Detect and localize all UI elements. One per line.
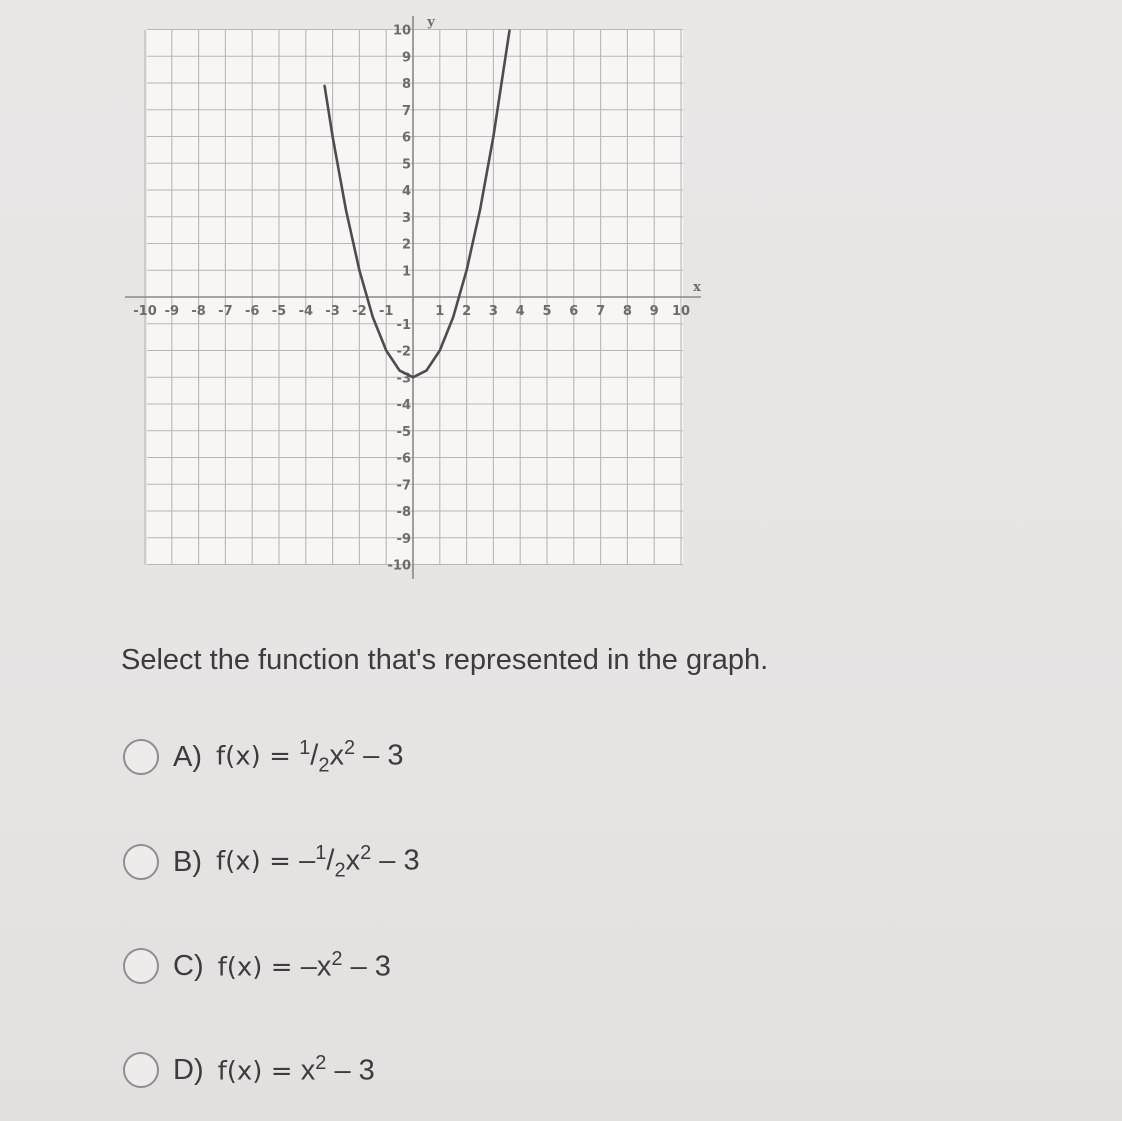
y-tick-label: 10 — [392, 23, 411, 39]
choice-d[interactable] — [123, 1048, 375, 1092]
choice-d-radio[interactable] — [123, 1052, 159, 1088]
y-tick-label: -9 — [396, 531, 411, 547]
choice-c-radio[interactable] — [123, 948, 159, 984]
choice-b-formula: $f(x) = -^1/_2x^2 - 3$ — [216, 841, 420, 882]
choice-a[interactable] — [123, 735, 403, 779]
choice-b-letter: B) — [173, 845, 202, 878]
x-tick-label: 2 — [462, 304, 472, 319]
x-tick-label: 9 — [649, 304, 659, 319]
y-tick-label: -8 — [396, 505, 411, 520]
x-tick-label: 1 — [435, 304, 445, 319]
y-tick-label: 8 — [401, 77, 411, 92]
question-text: Select the function that's represented in the graph. — [121, 644, 769, 676]
x-tick-label: -9 — [164, 304, 180, 319]
choice-c-formula: $f(x) = -x^2 - 3$ — [217, 948, 391, 983]
y-tick-label: -2 — [396, 344, 411, 360]
x-tick-label: 7 — [596, 304, 606, 319]
choice-a-letter: A) — [173, 740, 202, 773]
y-tick-label: 6 — [401, 130, 411, 146]
y-tick-label: 2 — [401, 237, 411, 253]
y-tick-label: -5 — [396, 424, 411, 440]
y-tick-label: 5 — [401, 157, 411, 173]
y-tick-label: 1 — [401, 264, 411, 280]
x-tick-label: -6 — [244, 304, 260, 319]
choice-a-formula: $f(x) = ^1/_2x^2 - 3$ — [216, 736, 404, 777]
y-tick-label: -4 — [396, 398, 411, 413]
y-tick-label: 9 — [401, 50, 411, 66]
choice-d-letter: D) — [173, 1053, 204, 1086]
y-tick-label: -7 — [396, 478, 411, 494]
x-tick-label: 10 — [671, 304, 691, 319]
x-tick-label: -5 — [271, 304, 287, 319]
x-tick-label: -10 — [133, 304, 157, 319]
x-tick-label: -4 — [298, 304, 314, 319]
x-tick-label: -8 — [191, 304, 206, 319]
x-tick-label: 6 — [569, 304, 579, 319]
y-tick-label: 4 — [401, 184, 411, 199]
x-axis-label: x — [693, 280, 701, 295]
y-tick-label: -1 — [396, 317, 411, 333]
choice-c-letter: C) — [173, 949, 204, 982]
x-tick-label: 8 — [622, 304, 632, 319]
choice-c[interactable] — [123, 944, 391, 988]
choice-d-formula: $f(x) = x^2 - 3$ — [217, 1052, 375, 1087]
x-tick-label: -2 — [352, 304, 367, 319]
x-tick-label: 4 — [515, 304, 525, 319]
x-tick-label: 3 — [488, 304, 498, 319]
x-tick-label: -3 — [325, 304, 340, 319]
y-tick-label: 3 — [401, 210, 411, 226]
y-axis-label: y — [427, 15, 435, 30]
x-tick-label: -7 — [218, 304, 233, 319]
y-tick-label: -3 — [396, 371, 411, 387]
y-tick-label: -10 — [387, 558, 411, 574]
y-tick-label: 7 — [401, 103, 411, 119]
choice-a-radio[interactable] — [123, 739, 159, 775]
x-tick-label: 5 — [542, 304, 552, 319]
x-tick-label: -1 — [378, 304, 394, 319]
choice-b-radio[interactable] — [123, 844, 159, 880]
y-tick-label: -6 — [396, 451, 411, 467]
choice-b[interactable] — [123, 840, 420, 884]
